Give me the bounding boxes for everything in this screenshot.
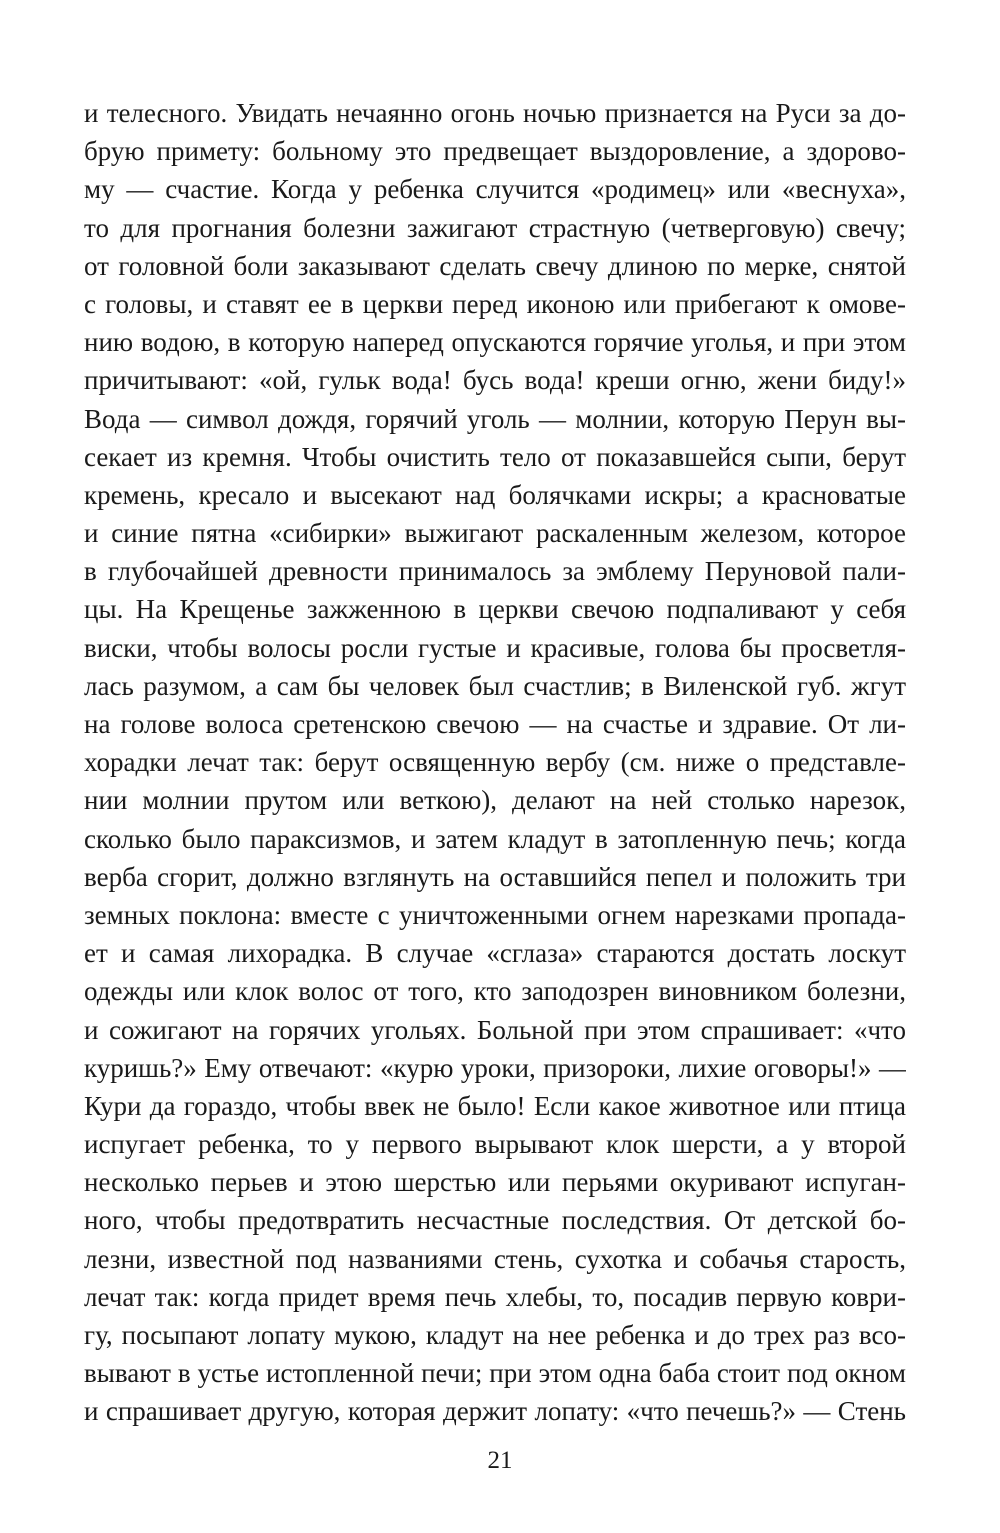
text-line: гу, посыпают лопату мукою, кладут на нее ребенка и до трех раз всо- [84,1320,906,1350]
text-line: кремень, кресало и высекают над болячками искры; а красноватые [84,479,906,510]
text-line: виски, чтобы волосы росли густые и красивые, голова бы просветля- [84,632,906,663]
text-line: цы. На Крещенье зажженною в церкви свечою подпаливают у себя [84,594,906,625]
page-number: 21 [487,1447,513,1474]
text-line: куришь?» Ему отвечают: «курю уроки, призороки, лихие оговоры!» — [84,1052,906,1083]
text-line: причитывают: «ой, гульк вода! бусь вода! креши огню, жени биду!» [84,365,906,396]
text-line: лечат так: когда придет время печь хлебы, то, посадив первую коври- [84,1281,906,1312]
text-line: на голове волоса сретенскою свечою — на счастье и здравие. От ли- [84,709,906,739]
text-line: ет и самая лихорадка. В случае «сглаза» стараются достать лоскут [84,938,906,969]
text-line: ного, чтобы предотвратить несчастные последствия. От детской бо- [84,1205,906,1236]
text-line: и сожигают на горячих угольях. Больной при этом спрашивает: «что [84,1014,906,1045]
text-line: лезни, известной под названиями стень, сухотка и собачья старость, [84,1243,906,1274]
text-line: брую примету: больному это предвещает выздоровление, а здорово- [84,136,906,167]
text-line: вывают в устье истопленной печи; при этом одна баба стоит под окном [84,1358,906,1389]
text-line: Кури да гораздо, чтобы ввек не было! Если какое животное или птица [84,1090,906,1121]
text-line: несколько перьев и этою шерстью или перьями окуривают испуган- [84,1167,906,1198]
text-line: от головной боли заказывают сделать свечу длиною по мерке, снятой [84,250,906,281]
text-line: и телесного. Увидать нечаянно огонь ночью признается на Руси за до- [84,98,906,128]
text-line: и спрашивает другую, которая держит лопату: «что печешь?» — Стень [84,1396,906,1427]
text-line: секает из кремня. Чтобы очистить тело от показавшейся сыпи, берут [84,441,906,472]
text-line: и синие пятна «сибирки» выжигают раскаленным железом, которое [84,518,906,549]
text-line: нию водою, в которую наперед опускаются горячие уголья, и при этом [84,327,906,358]
text-line: лась разумом, а сам бы человек был счастлив; в Виленской губ. жгут [84,670,906,701]
text-line: верба сгорит, должно взглянуть на оставшийся пепел и положить три [84,861,906,892]
text-line: хорадки лечат так: берут освященную вербу (см. ниже о представле- [84,747,906,778]
text-line: сколько было параксизмов, и затем кладут в затопленную печь; когда [84,823,906,854]
text-line: то для прогнания болезни зажигают страстную (четверговую) свечу; [84,212,906,243]
body-text [84,94,906,1431]
text-line: нии молнии прутом или веткою), делают на ней столько нарезок, [84,785,906,816]
text-line: одежды или клок волос от того, кто заподозрен виновником болезни, [84,976,906,1007]
text-line: в глубочайшей древности принималось за эмблему Перуновой пали- [84,556,906,587]
text-line: му — счастие. Когда у ребенка случится «родимец» или «веснуха», [84,174,906,205]
text-line: испугает ребенка, то у первого вырывают клок шерсти, а у второй [84,1129,906,1160]
text-line: Вода — символ дождя, горячий уголь — молнии, которую Перун вы- [84,403,906,434]
text-line: земных поклона: вместе с уничтоженными огнем нарезками пропада- [84,899,906,930]
text-line: с головы, и ставят ее в церкви перед иконою или прибегают к омове- [84,288,906,319]
